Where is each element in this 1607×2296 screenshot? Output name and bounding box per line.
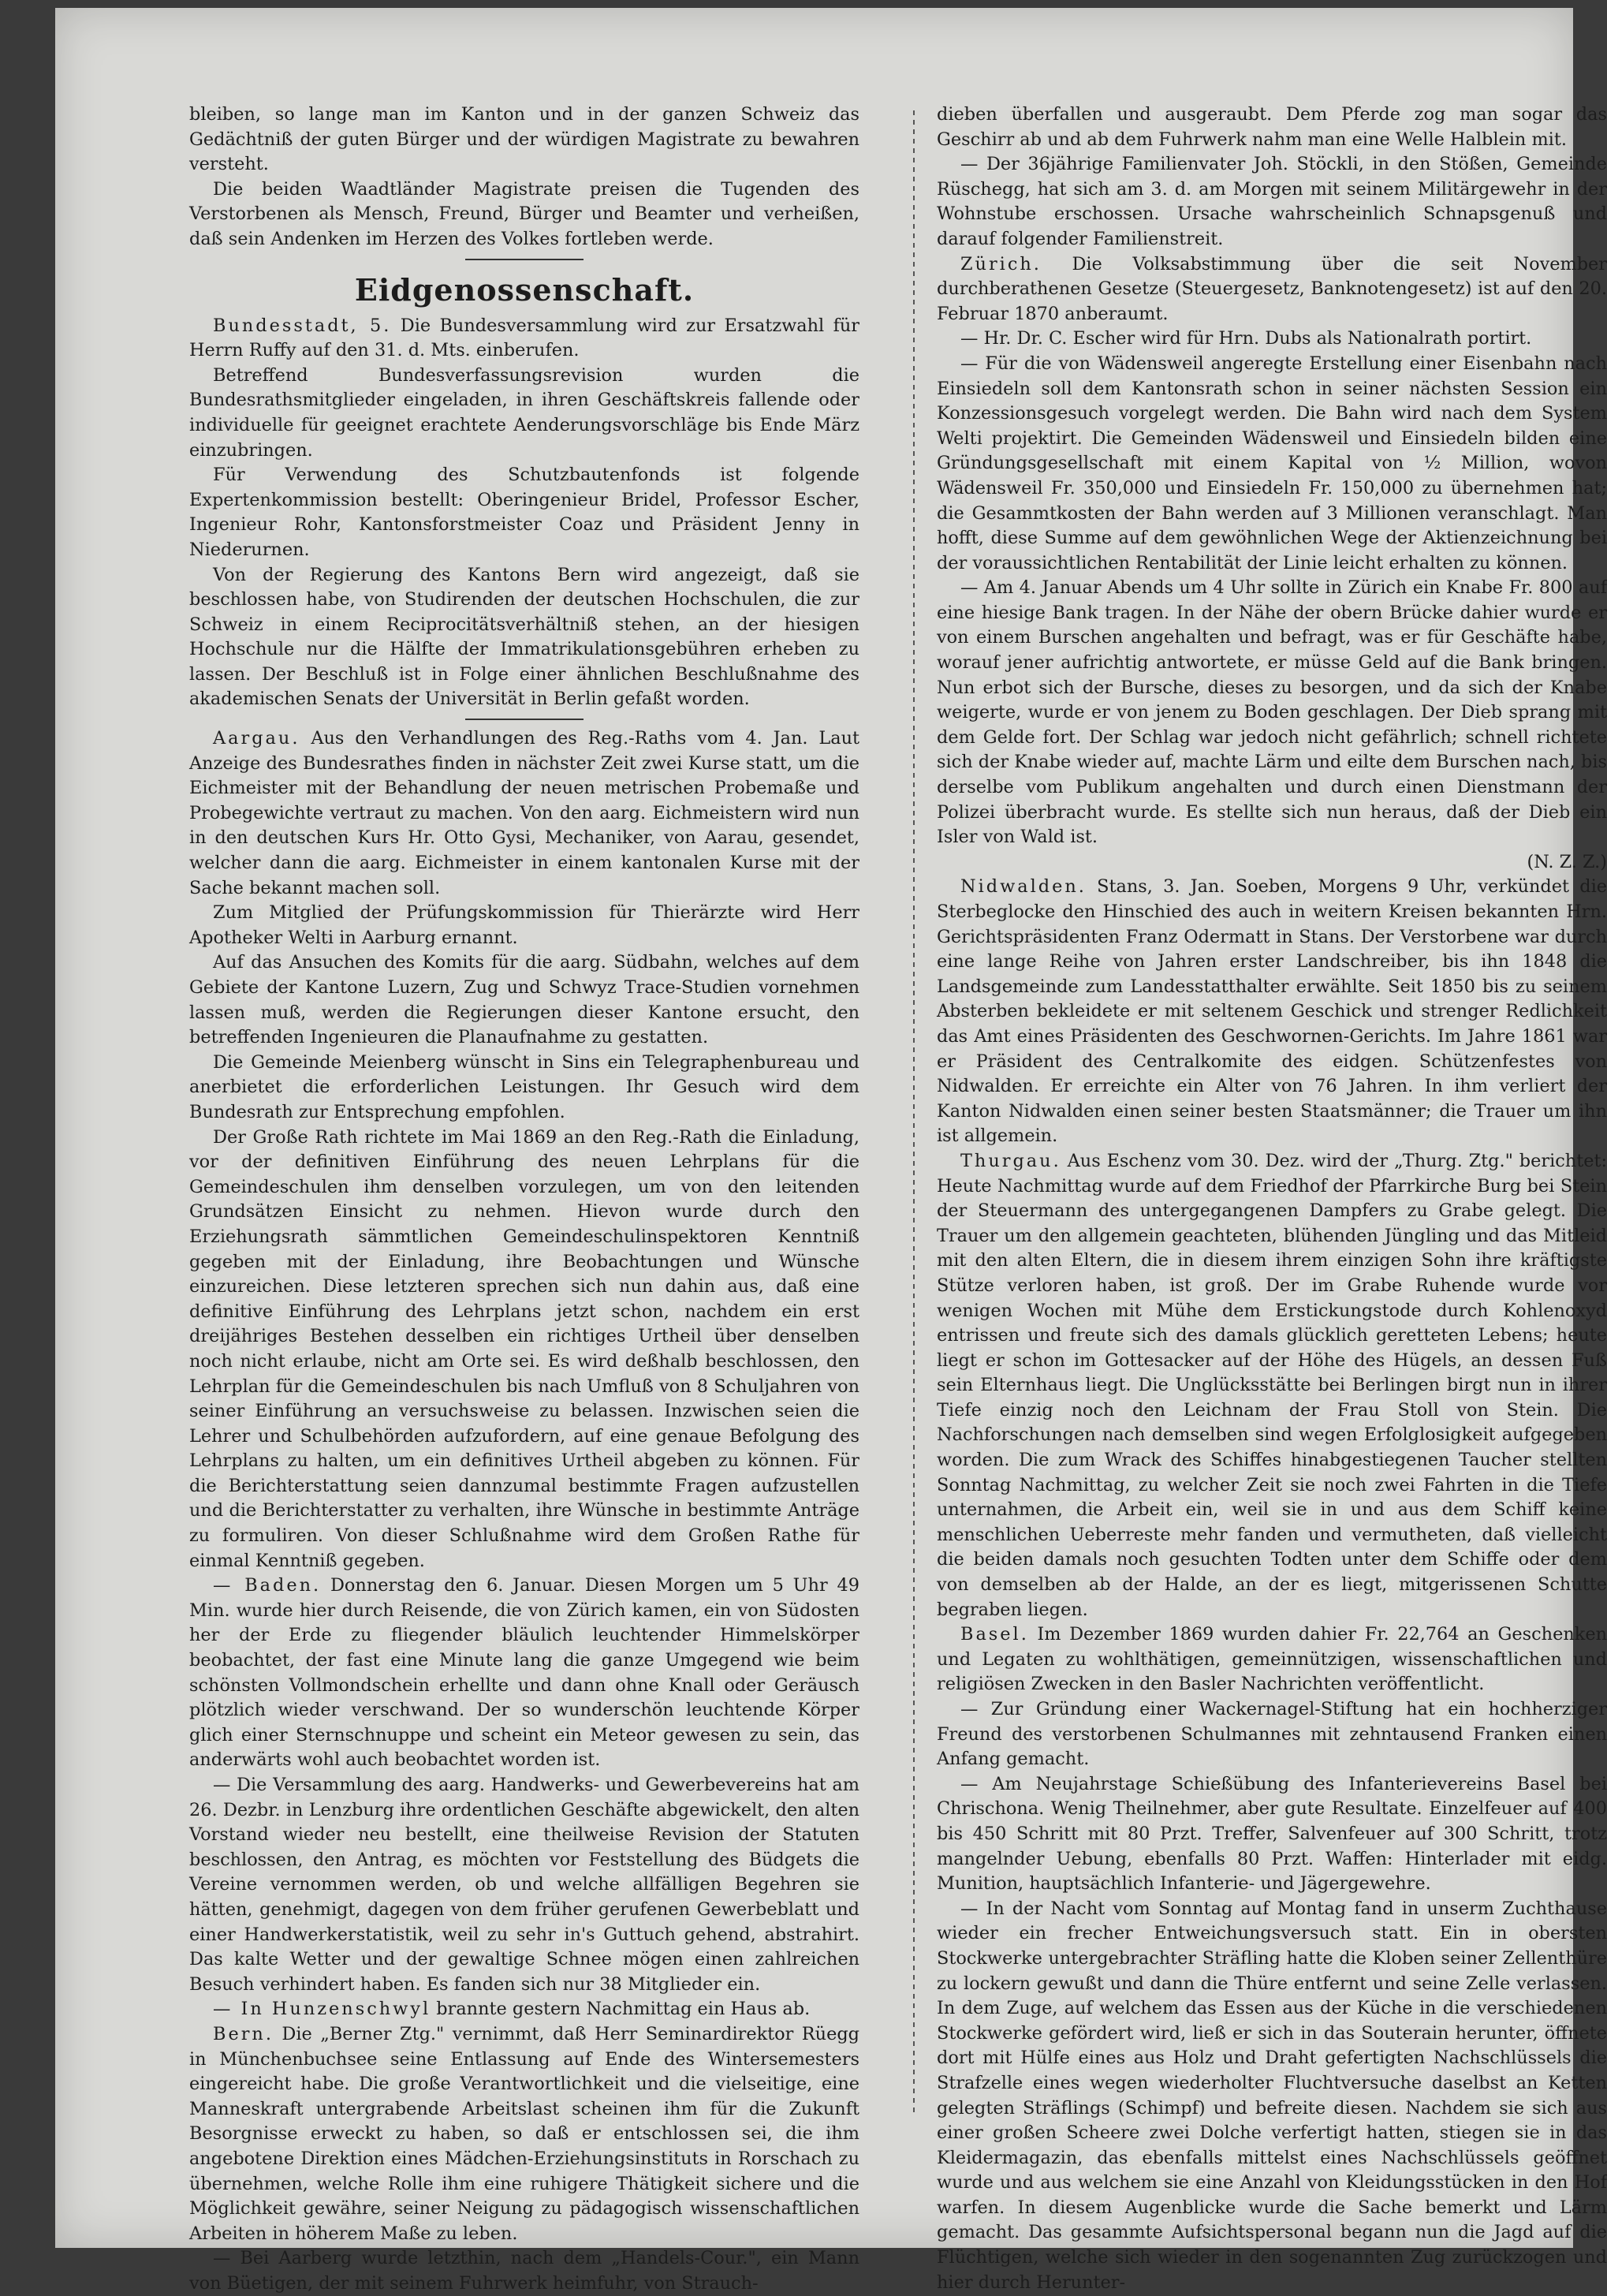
source-signature: (N. Z. Z.) (1527, 851, 1607, 872)
separator-rule (465, 259, 584, 260)
paragraph: Für Verwendung des Schutzbautenfonds ist folgende Expertenkommission bestellt: Oberingenieur Bridel, Professor Escher, Ingenieur Rohr, Kantonsforstmeister Coaz und Präsident Jenny in Niederurnen. (189, 465, 859, 560)
paragraph: — Zur Gründung einer Wackernagel-Stiftung hat ein hochherziger Freund des verstorbenen Schulmannes mit zehntausend Franken einen Anfang gemacht. (937, 1699, 1607, 1770)
paragraph: — Hr. Dr. C. Escher wird für Hrn. Dubs als Nationalrath portirt. (960, 328, 1532, 349)
paragraph: — In der Nacht vom Sonntag auf Montag fand in unserm Zuchthause wieder ein frecher Entweichungsversuch statt. Ein in obersten Stockwerke untergebrachter Sträfling hatte die Kloben seiner Zellenthüre zu lockern gewußt und dann die Thüre entfernt und seine Zelle verlassen. In dem Zuge, auf welchem das Essen aus der Küche in die verschiedenen Stockwerke gefördert wird, ließ er sich in das Souterain herunter, öffnete dort mit Hülfe eines aus Holz und Draht gefertigten Nachschlüssels die Strafzelle eines wegen wiederholter Fluchtversuche daselbst an Ketten gelegten Sträflings (Schimpf) und befreite diesen. Nachdem sie sich aus einer großen Scheere zwei Dolche verfertigt hatten, stiegen sie in das Kleidermagazin, das ebenfalls mittelst eines Nachschlüssels geöffnet wurde und aus welchem sie eine Anzahl von Kleidungsstücken in den Hof warfen. In diesem Augenblicke wurde die Sache bemerkt und Lärm gemacht. Das gesammte Aufsichtspersonal begann nun die Jagd auf die Flüchtigen, welche sich wieder in den sogenannten Zug zurückzogen und hier durch Herunter- (937, 1898, 1607, 2293)
separator-rule (465, 719, 584, 720)
paragraph: Die beiden Waadtländer Magistrate preisen die Tugenden des Verstorbenen als Mensch, Freund, Bürger und Beamter und verheißen, daß sein Andenken im Herzen des Volkes fortleben werde. (189, 178, 859, 249)
paragraph: — Der 36jährige Familienvater Joh. Stöckli, in den Stößen, Gemeinde Rüschegg, hat sich am 3. d. am Morgen mit seinem Militärgewehr in der Wohnstube erschossen. Ursache wahrscheinlich Schnapsgenuß und darauf folgender Familienstreit. (937, 154, 1607, 249)
paragraph: Der Große Rath richtete im Mai 1869 an den Reg.-Rath die Einladung, vor der definitiven Einführung des neuen Lehrplans für die Gemeindeschulen ihm denselben vorzulegen, um von den leitenden Grundsätzen Einsicht zu nehmen. Hievon wurde durch den Erziehungsrath sämmtlichen Gemeindeschulinspektoren Kenntniß gegeben mit der Einladung, ihre Beobachtungen und Wünsche einzureichen. Diese letzteren sprechen sich nun dahin aus, daß eine definitive Einführung des Lehrplans jetzt schon, nachdem ein erst dreijähriges Bestehen desselben ein richtiges Urtheil über denselben noch nicht erlaube, nicht am Orte sei. Es wird deßhalb beschlossen, den Lehrplan für die Gemeindeschulen bis nach Umfluß von 8 Schuljahren von seiner Einführung an versuchsweise zu belassen. Inzwischen seien die Lehrer und Schulbehörden aufzufordern, auf eine genaue Befolgung des Lehrplans zu halten, um ein definitives Urtheil abgeben zu können. Für die Berichterstattung seien dannzumal bestimmte Fragen aufzustellen und die Berichterstatter zu verhalten, ihre Wünsche in bestimmte Anträge zu formuliren. Von dieser Schlußnahme wird dem Großen Rathe für einmal Kenntniß gegeben. (189, 1126, 859, 1571)
right-column (937, 103, 1607, 2295)
dateline: — Baden. (213, 1575, 322, 1596)
newspaper-page (55, 8, 1607, 2294)
paragraph: Von der Regierung des Kantons Bern wird angezeigt, daß sie beschlossen habe, von Studirenden der deutschen Hochschulen, die zur Schweiz in einem Reciprocitätsverhältniß stehen, an der hiesigen Hochschule nur die Hälfte der Immatrikulationsgebühren erheben zu lassen. Der Beschluß ist in Folge einer ähnlichen Beschlußnahme des akademischen Senats der Universität in Berlin gefaßt worden. (189, 564, 859, 710)
paragraph: dieben überfallen und ausgeraubt. Dem Pferde zog man sogar das Geschirr ab und ab dem Fuhrwerk nahm man eine Welle Halblein mit. (937, 104, 1607, 150)
paragraph: Die Gemeinde Meienberg wünscht in Sins ein Telegraphenbureau und anerbietet die erforderlichen Leistungen. Ihr Gesuch wird dem Bundesrath zur Entsprechung empfohlen. (189, 1051, 859, 1122)
paragraph: Auf das Ansuchen des Komits für die aarg. Südbahn, welches auf dem Gebiete der Kantone Luzern, Zug und Schwyz Trace-Studien vornehmen lassen muß, werden die Regierungen dieser Kantone ersucht, den betreffenden Ingenieuren die Planaufnahme zu gestatten. (189, 952, 859, 1048)
dateline: Thurgau. (960, 1150, 1061, 1171)
paragraph: Im Dezember 1869 wurden dahier Fr. 22,764 an Geschenken und Legaten zu wohlthätigen, gemeinnützigen, wissenschaftlichen und religiösen Zwecken in den Basler Nachrichten veröffentlicht. (937, 1624, 1607, 1695)
paragraph: — Bei Aarberg wurde letzthin, nach dem „Handels-Cour.", ein Mann von Büetigen, der mit seinem Fuhrwerk heimfuhr, von Strauch- (189, 2248, 859, 2294)
paragraph: Donnerstag den 6. Januar. Diesen Morgen um 5 Uhr 49 Min. wurde hier durch Reisende, die von Zürich kamen, ein von Südosten her der Erde zu fliegender bläulich leuchtender Himmelskörper beobachtet, der fast eine Minute lang die ganze Umgegend wie beim schönsten Vollmondschein erhellte und dann ohne Knall oder Geräusch plötzlich wieder verschwand. Der so wunderschön leuchtende Körper glich einer Sternschnuppe und scheint ein Meteor gewesen zu sein, das anderwärts wohl auch beobachtet worden ist. (189, 1575, 859, 1771)
paragraph: — Am Neujahrstage Schießübung des Infanterievereins Basel bei Chrischona. Wenig Theilnehmer, aber gute Resultate. Einzelfeuer auf 400 bis 450 Schritt mit 80 Przt. Treffer, Salvenfeuer auf 300 Schritt, trotz mangelnder Uebung, ebenfalls 80 Przt. Waffen: Hinterlader mit eidg. Munition, hauptsächlich Infanterie- und Jägergewehre. (937, 1773, 1607, 1895)
dateline: Basel. (960, 1624, 1029, 1645)
paragraph: brannte gestern Nachmittag ein Haus ab. (436, 1999, 811, 2020)
paragraph: — Für die von Wädensweil angeregte Erstellung einer Eisenbahn nach Einsiedeln soll dem Kantonsrath schon in seiner nächsten Session ein Konzessionsgesuch vorgelegt werden. Die Bahn wird nach dem System Welti projektirt. Die Gemeinden Wädensweil und Einsiedeln bilden eine Gründungsgesellschaft mit einem Kapital von ½ Million, wovon Wädensweil Fr. 350,000 und Einsiedeln Fr. 150,000 zu übernehmen hat; die Gesammtkosten der Bahn werden auf 3 Millionen veranschlagt. Man hofft, diese Summe auf dem gewöhnlichen Wege der Aktienzeichnung bei der voraussichtlichen Rentabilität der Linie leicht erhalten zu können. (937, 353, 1607, 573)
paragraph: Betreffend Bundesverfassungsrevision wurden die Bundesrathsmitglieder eingeladen, in ihren Geschäftskreis fallende oder individuelle für geeignet erachtete Aenderungsvorschläge bis Ende März einzubringen. (189, 364, 859, 461)
paragraph: — Am 4. Januar Abends um 4 Uhr sollte in Zürich ein Knabe Fr. 800 auf eine hiesige Bank tragen. In der Nähe der obern Brücke dahier wurde er von einem Burschen angehalten und befragt, was er für Geschäfte habe, worauf jener aufrichtig antwortete, er müsse Geld auf die Bank bringen. Nun erbot sich der Bursche, dieses zu besorgen, und da sich der Knabe weigerte, wurde er von jenem zu Boden geschlagen. Der Dieb sprang mit dem Gelde fort. Der Schlag war jedoch nicht gefährlich; schnell richtete sich der Knabe wieder auf, machte Lärm und eilte dem Burschen nach, bis derselbe vom Publikum angehalten und durch einen Dienstmann der Polizei überbracht wurde. Es stellte sich nun heraus, daß der Dieb ein Isler von Wald ist. (937, 577, 1607, 848)
paragraph: Die „Berner Ztg." vernimmt, daß Herr Seminardirektor Rüegg in Münchenbuchsee seine Entlassung auf Ende des Wintersemesters eingereicht habe. Die große Verantwortlichkeit und die vielseitige, eine Manneskraft untergrabende Arbeitslast scheinen ihm für die Zukunft Besorgnisse erweckt zu haben, so daß er entschlossen sei, die ihm angebotene Direktion eines Mädchen-Erziehungsinstituts in Rorschach zu übernehmen, welche Rolle ihm eine ruhigere Thätigkeit sichere und die Möglichkeit gewähre, seiner Neigung zu pädagogisch wissenschaftlichen Arbeiten in höherem Maße zu leben. (189, 2023, 859, 2244)
paragraph: Zum Mitglied der Prüfungskommission für Thierärzte wird Herr Apotheker Welti in Aarburg ernannt. (189, 902, 859, 948)
dateline: Zürich. (960, 253, 1042, 274)
paragraph: Stans, 3. Jan. Soeben, Morgens 9 Uhr, verkündet die Sterbeglocke den Hinschied des auch in weitern Kreisen bekannten Hrn. Gerichtspräsidenten Franz Odermatt in Stans. Der Verstorbene war durch eine lange Reihe von Jahren erster Landschreiber, bis ihn 1848 die Landsgemeinde zum Landesstatthalter erwählte. Seit 1850 bis zu seinem Absterben bekleidete er mit seltenem Geschick und strenger Redlichkeit das Amt eines Präsidenten des Geschwornen-Gerichts. Im Jahre 1861 war er Präsident des Centralkomite des eidgen. Schützenfestes von Nidwalden. Er erreichte ein Alter von 76 Jahren. In ihm verliert der Kanton Nidwalden einen seiner besten Staatsmänner; die Trauer um ihn ist allgemein. (937, 876, 1607, 1147)
paragraph: Aus den Verhandlungen des Reg.-Raths vom 4. Jan. Laut Anzeige des Bundesrathes finden in nächster Zeit zwei Kurse statt, um die Eichmeister mit der Behandlung der neuen metrischen Probemaße und Probegewichte vertraut zu machen. Von den aarg. Eichmeistern wird nun in den deutschen Kurs Hr. Otto Gysi, Mechaniker, von Aarau, gesendet, welcher dann die aarg. Eichmeister in einem kantonalen Kurse mit der Sache bekannt machen soll. (189, 728, 859, 898)
dateline: — In Hunzenschwyl (213, 1999, 431, 2020)
paragraph: Die Bundesversammlung wird zur Ersatzwahl für Herrn Ruffy auf den 31. d. Mts. einberufen. (189, 315, 859, 361)
dateline: Nidwalden. (960, 876, 1087, 898)
dateline: Bundesstadt, 5. (213, 315, 392, 336)
paragraph: bleiben, so lange man im Kanton und in der ganzen Schweiz das Gedächtniß der guten Bürger und der würdigen Magistrate zu bewahren versteht. (189, 104, 859, 175)
paragraph: Die Volksabstimmung über die seit November durchberathenen Gesetze (Steuergesetz, Banknotengesetz) ist auf den 20. Februar 1870 anberaumt. (937, 253, 1607, 324)
section-title: Eidgenossenschaft. (354, 271, 695, 308)
column-divider (913, 110, 915, 2114)
dateline: Bern. (213, 2023, 274, 2044)
left-column (189, 103, 859, 2296)
dateline: Aargau. (213, 728, 300, 749)
paragraph: Aus Eschenz vom 30. Dez. wird der „Thurg. Ztg." berichtet: Heute Nachmittag wurde auf dem Friedhof der Pfarrkirche Burg bei Stein der Steuermann des untergegangenen Dampfers zu Grabe gelegt. Die Trauer um den allgemein geachteten, blühenden Jüngling und das Mitleid mit den alten Eltern, die in diesem ihrem einzigen Sohn ihre kräftigste Stütze verloren haben, ist groß. Der im Grabe Ruhende wurde vor wenigen Wochen mit Mühe dem Erstickungstode durch Kohlenoxyd entrissen und freute sich des damals glücklich geretteten Lebens; heute liegt er schon im Gottesacker auf der Höhe des Hügels, an dessen Fuß sein Elternhaus liegt. Die Unglücksstätte bei Berlingen birgt nun in ihrer Tiefe einzig noch den Leichnam der Frau Stoll von Stein. Die Nachforschungen nach demselben sind wegen Erfolglosigkeit aufgegeben worden. Die zum Wrack des Schiffes hinabgestiegenen Taucher stellten Sonntag Nachmittag, zu welcher Zeit sie noch zwei Fahrten in die Tiefe unternahmen, die Arbeit ein, weil sie in und aus dem Schiff keine menschlichen Ueberreste mehr fanden und vermutheten, daß vielleicht die beiden damals noch gesuchten Todten unter dem Schiffe oder dem von demselben ab der Halde, an der es liegt, mitgerissenen Schutte begraben liegen. (937, 1150, 1607, 1620)
paragraph: — Die Versammlung des aarg. Handwerks- und Gewerbevereins hat am 26. Dezbr. in Lenzburg ihre ordentlichen Geschäfte abgewickelt, den alten Vorstand wieder neu bestellt, eine theilweise Revision der Statuten beschlossen, den Antrag, es möchten vor Feststellung des Büdgets die Vereine vernommen werden, ob und welche allfälligen Begehren sie hätten, genehmigt, dagegen von dem früher gerufenen Gewerbeblatt und einer Handwerkerstatistik, weil zu sehr in's Guttuch gehend, abstrahirt. Das kalte Wetter und der gewaltige Schnee mögen einen zahlreichen Besuch verhindert haben. Es fanden sich nur 38 Mitglieder ein. (189, 1775, 859, 1995)
